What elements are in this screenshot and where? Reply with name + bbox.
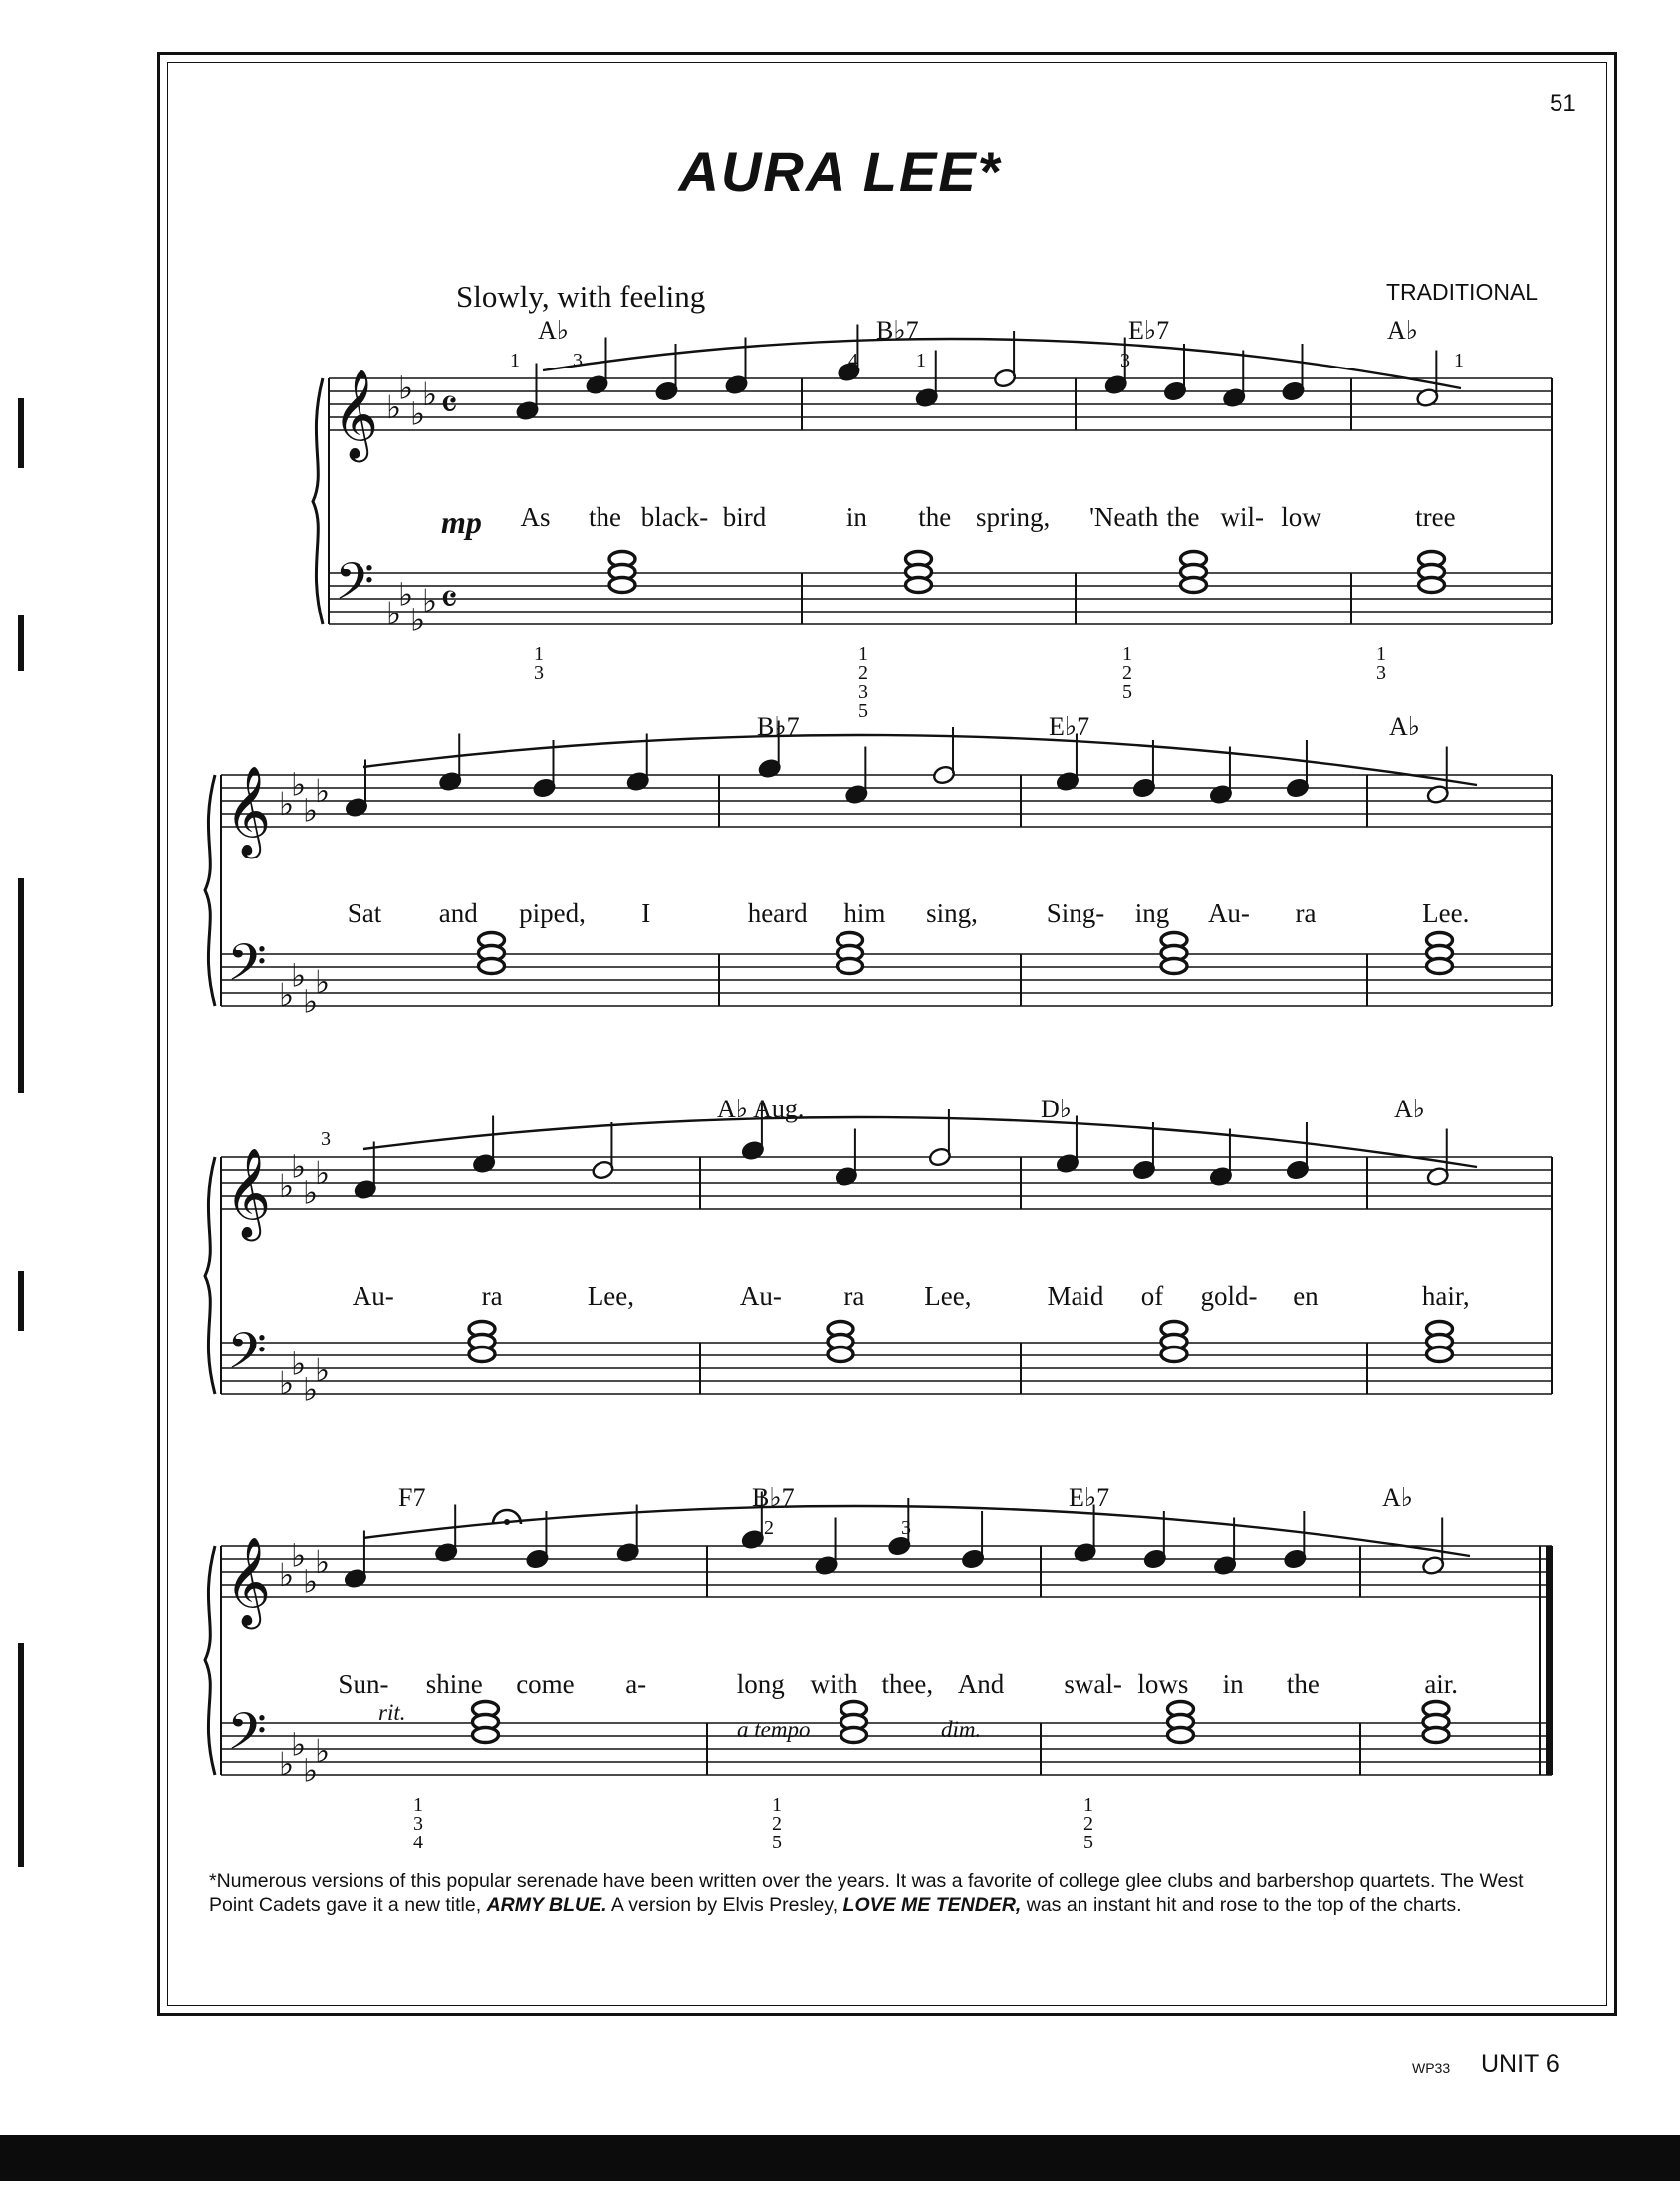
bass-key-flat: ♭ [279,1365,295,1401]
lyric-syllable: 'Neath [1089,502,1159,532]
composer-credit: TRADITIONAL [1386,279,1539,305]
lh-fingering: 5 [1083,1832,1093,1853]
bass-key-flat: ♭ [291,1346,307,1382]
lyric-syllable: him [843,898,886,928]
lyric-syllable: ing [1134,898,1170,928]
bass-clef: 𝄢 [227,1701,267,1774]
treble-key-flat: ♭ [303,792,319,829]
lyric-syllable: with [810,1669,858,1699]
chord-symbol: B♭7 [876,316,919,345]
lyric-syllable: ra [843,1281,865,1311]
bass-key-flat: ♭ [422,583,438,618]
treble-key-flat: ♭ [315,1544,331,1580]
fermata-dot [504,1519,510,1525]
lyric-syllable: I [641,898,651,928]
music-system-2 [0,687,1680,1086]
lyric-syllable: gold- [1200,1281,1258,1311]
lh-fingering: 3 [534,662,544,684]
lyric-syllable: tree [1415,502,1456,532]
accompaniment-chord [1419,578,1445,593]
dynamic-mp: mp [441,504,482,540]
lyric-syllable: spring, [975,502,1051,532]
treble-key-flat: ♭ [315,773,331,809]
lyric-syllable: the [1286,1669,1320,1699]
footnote: *Numerous versions of this popular serenade have been written over the years. It was a favorite of college glee clubs and barbershop quartets. The West Point Cadets gave it a new title, ARMY BLUE. A version by Elvis Presley, LOVE ME TENDER, was an instant hit and rose to the top of the charts. [209,1870,1524,1916]
accompaniment-chord [479,959,505,974]
lyric-syllable: Au- [739,1281,782,1311]
lh-fingering: 3 [413,1813,423,1835]
chord-symbol: A♭ Aug. [717,1095,805,1123]
rh-fingering: 3 [1120,350,1130,371]
lyric-syllable: ra [481,1281,503,1311]
lh-fingering: 1 [772,1794,782,1816]
lh-fingering: 1 [1376,643,1386,665]
final-barline [1546,1546,1553,1775]
scan-bottom-bar [0,2135,1680,2181]
lh-fingering: 5 [772,1832,782,1853]
a-tempo: a tempo [737,1717,811,1742]
lyric-syllable: shine [425,1669,483,1699]
treble-key-flat: ♭ [291,766,307,803]
bass-key-flat: ♭ [303,983,319,1020]
lyric-syllable: Lee, [587,1281,635,1311]
lyric-syllable: lows [1137,1669,1189,1699]
accompaniment-chord [906,578,932,593]
brace [205,1157,215,1394]
bass-key-flat: ♭ [410,602,426,638]
chord-symbol: E♭7 [1069,1483,1110,1512]
lyric-syllable: hair, [1421,1281,1470,1311]
lyric-syllable: Sing- [1046,898,1105,928]
rh-fingering: 3 [573,350,583,371]
lyric-syllable: Au- [352,1281,394,1311]
lyric-syllable: Lee. [1422,898,1470,928]
lyric-syllable: in [845,502,867,532]
lh-fingering: 1 [413,1794,423,1816]
lyric-syllable: sing, [926,898,978,928]
lyric-syllable: ra [1295,898,1317,928]
rh-fingering: 3 [901,1517,911,1539]
lyric-syllable: bird [722,502,767,532]
lyric-syllable: a- [625,1669,647,1699]
chord-symbol: B♭7 [752,1483,795,1512]
lyric-syllable: Lee, [924,1281,972,1311]
bass-key-flat: ♭ [291,1726,307,1763]
brace [313,378,323,624]
accompaniment-chord [1427,959,1453,974]
book-code: WP33 [1412,2060,1451,2076]
lyric-syllable: the [918,502,952,532]
rh-fingering: 1 [510,350,520,371]
rh-fingering: 2 [764,1517,774,1539]
bass-key-flat: ♭ [303,1371,319,1408]
lyric-syllable: heard [747,898,808,928]
accompaniment-chord [828,1348,853,1362]
music-system-1 [0,299,1680,722]
lyric-syllable: come [516,1669,575,1699]
time-signature: 𝄴 [440,382,458,428]
lyric-syllable: piped, [519,898,586,928]
chord-symbol: D♭ [1041,1095,1073,1123]
ritardando: rit. [378,1700,406,1725]
lh-fingering: 2 [772,1813,782,1835]
lyric-syllable: And [957,1669,1005,1699]
chord-symbol: F7 [398,1483,426,1512]
lh-fingering: 1 [1083,1794,1093,1816]
accompaniment-chord [841,1728,867,1743]
lh-fingering: 2 [1083,1813,1093,1835]
treble-key-flat: ♭ [279,786,295,822]
treble-key-flat: ♭ [291,1537,307,1574]
treble-key-flat: ♭ [303,1563,319,1599]
treble-key-flat: ♭ [386,389,402,425]
treble-clef: 𝄞 [225,1537,272,1626]
music-system-3 [0,1066,1680,1464]
treble-clef: 𝄞 [225,1148,272,1238]
chord-symbol: A♭ [1387,316,1419,345]
tempo-marking: Slowly, with feeling [456,279,706,314]
lh-fingering: 4 [413,1832,423,1853]
accompaniment-chord [1161,1348,1187,1362]
rh-fingering: 1 [916,350,926,371]
lh-fingering: 1 [534,643,544,665]
brace [205,775,215,1006]
lyric-syllable: long [736,1669,785,1699]
lyric-syllable: in [1222,1669,1244,1699]
accompaniment-chord [1423,1728,1449,1743]
accompaniment-chord [1427,1348,1453,1362]
lh-fingering: 1 [858,643,868,665]
lyric-syllable: of [1140,1281,1164,1311]
bass-key-flat: ♭ [291,957,307,994]
rh-fingering: 1 [1454,350,1464,371]
lh-fingering: 1 [1122,643,1132,665]
lyric-syllable: As [520,502,551,532]
lh-fingering: 3 [858,681,868,703]
rh-fingering: 3 [321,1128,331,1150]
lyric-syllable: black- [640,502,709,532]
accompaniment-chord [469,1348,495,1362]
treble-key-flat: ♭ [279,1168,295,1204]
lyric-syllable: Sat [347,898,382,928]
phrase-slur [363,1117,1477,1167]
brace [205,1546,215,1775]
lyric-syllable: swal- [1064,1669,1122,1699]
lyric-syllable: the [1166,502,1200,532]
lyric-syllable: en [1293,1281,1319,1311]
bass-key-flat: ♭ [279,1746,295,1782]
phrase-slur [363,735,1477,785]
chord-symbol: A♭ [1382,1483,1414,1512]
chord-symbol: E♭7 [1049,712,1090,741]
lyric-syllable: thee, [881,1669,934,1699]
treble-key-flat: ♭ [315,1155,331,1191]
unit-label: UNIT 6 [1481,2050,1560,2078]
lyric-syllable: Au- [1207,898,1250,928]
lh-fingering: 3 [1376,662,1386,684]
bass-key-flat: ♭ [398,576,414,613]
music-system-4 [0,1444,1680,1853]
bass-clef: 𝄢 [227,932,267,1005]
chord-symbol: A♭ [538,316,570,345]
treble-key-flat: ♭ [303,1174,319,1211]
accompaniment-chord [838,959,863,974]
treble-key-flat: ♭ [279,1557,295,1593]
accompaniment-chord [1181,578,1207,593]
treble-clef: 𝄞 [225,766,272,856]
treble-key-flat: ♭ [398,369,414,406]
bass-key-flat: ♭ [315,1733,331,1769]
bass-key-flat: ♭ [279,977,295,1013]
accompaniment-chord [1161,959,1187,974]
lyric-syllable: and [438,898,478,928]
treble-key-flat: ♭ [422,376,438,412]
treble-clef: 𝄞 [333,369,379,459]
bass-key-flat: ♭ [386,596,402,631]
bass-clef: 𝄢 [227,1321,267,1393]
accompaniment-chord [609,578,635,593]
lyric-syllable: Maid [1047,1281,1104,1311]
chord-symbol: A♭ [1389,712,1421,741]
lyric-syllable: the [589,502,621,532]
lh-fingering: 5 [1122,681,1132,703]
lyric-syllable: low [1281,502,1321,532]
bass-clef: 𝄢 [335,551,374,623]
rh-fingering: 4 [848,350,858,371]
page-title: AURA LEE* [678,140,1002,203]
accompaniment-chord [1168,1728,1194,1743]
chord-symbol: E♭7 [1128,316,1170,345]
bass-key-flat: ♭ [315,1352,331,1388]
time-signature: 𝄴 [440,577,458,622]
lh-fingering: 2 [858,662,868,684]
lh-fingering: 5 [858,700,868,722]
page-number: 51 [1550,90,1576,117]
lh-fingering: 2 [1122,662,1132,684]
bass-key-flat: ♭ [315,964,331,1000]
treble-key-flat: ♭ [291,1148,307,1185]
bass-key-flat: ♭ [303,1752,319,1789]
lyric-syllable: Sun- [338,1669,389,1699]
treble-key-flat: ♭ [410,395,426,432]
diminuendo: dim. [941,1717,982,1742]
chord-symbol: B♭7 [757,712,800,741]
lyric-syllable: wil- [1220,502,1264,532]
accompaniment-chord [473,1728,499,1743]
chord-symbol: A♭ [1394,1095,1426,1123]
lyric-syllable: air. [1424,1669,1459,1699]
